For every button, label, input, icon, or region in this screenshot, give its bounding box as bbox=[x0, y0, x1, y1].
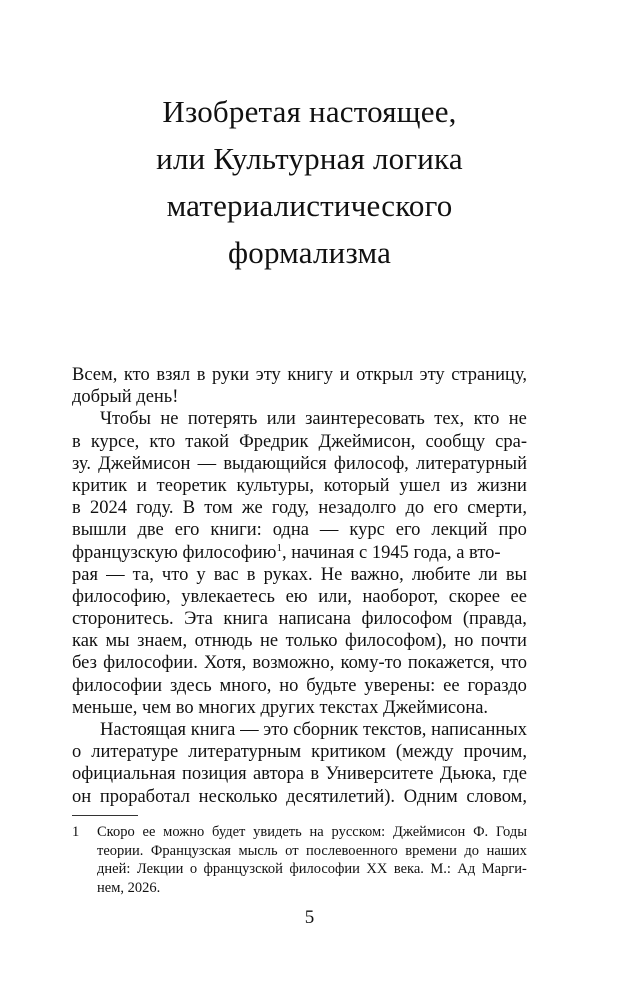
text-line: критик и теоретик культуры, который ушел из жизни bbox=[72, 475, 527, 496]
title-line: или Культурная логика bbox=[156, 141, 463, 176]
text-line: сторонитесь. Эта книга написана философом (правда, bbox=[72, 609, 527, 630]
footnote-line: теории. Французская мысль от послевоенного времени до наших bbox=[97, 842, 527, 859]
title-line: формализма bbox=[227, 235, 392, 270]
text-line: о литературе литературным критиком (между прочим, bbox=[72, 742, 527, 763]
text-line: добрый день! bbox=[72, 387, 179, 408]
footnote-line: дней: Лекции о французской философии XX века. М.: Ад Марги- bbox=[97, 861, 527, 878]
footnote-line: нем, 2026. bbox=[97, 879, 161, 896]
page-number: 5 bbox=[304, 907, 315, 928]
footnote-reference[interactable]: 1 bbox=[276, 541, 282, 554]
text-line-with-footnote-ref bbox=[72, 542, 527, 564]
footnote-text bbox=[97, 823, 527, 897]
text-line: в 2024 году. В том же году, незадолго до его смерти, bbox=[72, 498, 527, 519]
text-line: вышли две его книги: одна — курс его лекций про bbox=[72, 520, 527, 541]
title-line: материалистического bbox=[166, 188, 453, 223]
text-line: зу. Джеймисон — выдающийся философ, литературный bbox=[72, 453, 527, 474]
text-line: как мы знаем, отнюдь не только философом), но почти bbox=[72, 631, 527, 652]
body-text bbox=[72, 364, 527, 808]
text-line: он проработал несколько десятилетий). Одним словом, bbox=[72, 786, 527, 807]
text-line: философию, увлекаетесь ею или, наоборот, скорее ее bbox=[72, 586, 527, 607]
text-line: без философии. Хотя, возможно, кому-то покажется, что bbox=[72, 653, 527, 674]
text-line: в курсе, кто такой Фредрик Джеймисон, сообщу сра- bbox=[72, 431, 527, 452]
chapter-title bbox=[0, 88, 619, 276]
footnote-number: 1 bbox=[72, 824, 80, 840]
text-line: официальная позиция автора в Университете Дьюка, где bbox=[72, 764, 527, 785]
footnote-divider bbox=[72, 815, 138, 816]
title-line: Изобретая настоящее, bbox=[162, 94, 457, 129]
text-line: философии здесь много, но будьте уверены: ее гораздо bbox=[72, 675, 527, 696]
footnote-line: Скоро ее можно будет увидеть на русском: Джеймисон Ф. Годы bbox=[97, 824, 527, 840]
text-line: меньше, чем во многих других текстах Джеймисона. bbox=[72, 697, 489, 718]
text-line: рая — та, что у вас в руках. Не важно, любите ли вы bbox=[72, 564, 527, 585]
text-fragment: французскую философию bbox=[72, 542, 277, 563]
text-line: Чтобы не потерять или заинтересовать тех, кто не bbox=[100, 409, 527, 430]
text-line: Настоящая книга — это сборник текстов, написанных bbox=[100, 720, 527, 740]
text-line: Всем, кто взял в руки эту книгу и открыл эту страницу, bbox=[72, 365, 527, 385]
text-fragment: , начиная с 1945 года, а вто- bbox=[281, 542, 501, 563]
